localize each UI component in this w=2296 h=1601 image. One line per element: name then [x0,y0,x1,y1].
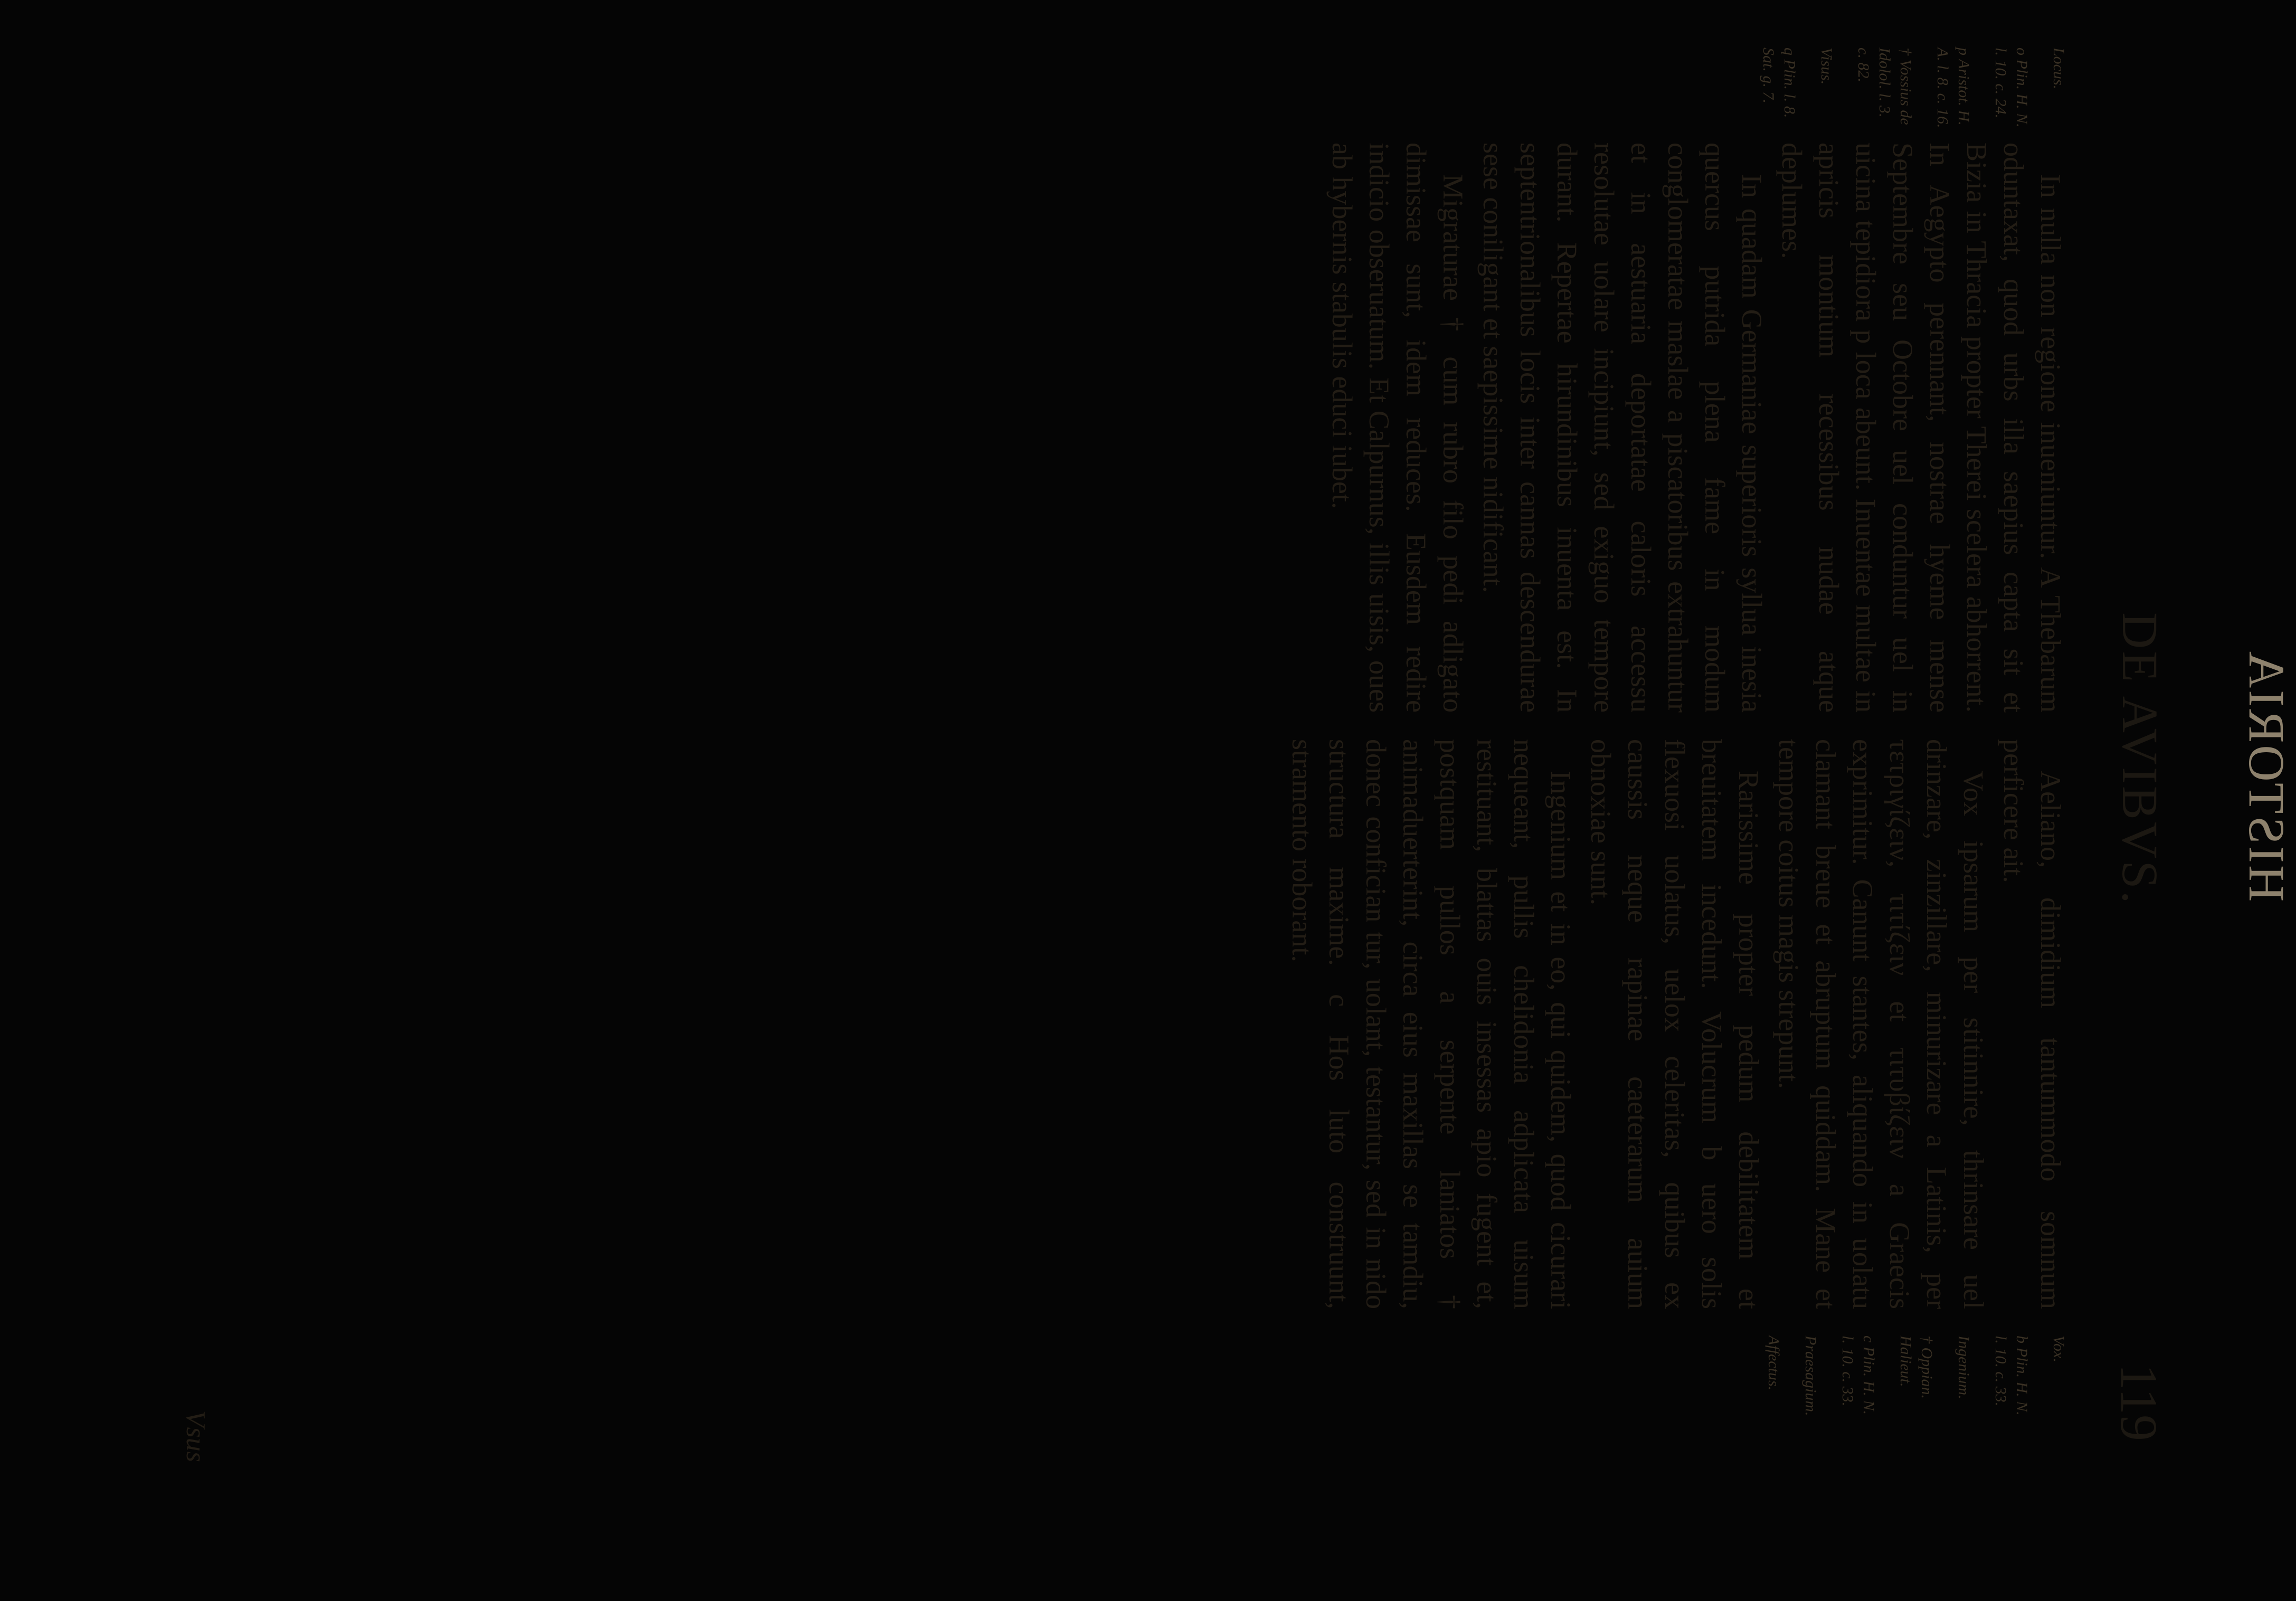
margin-note: b Plin. H. N. l. 10. c. 33. [1992,1335,2031,1416]
margin-note: Praesagium. [1802,1335,1819,1416]
margin-note: † Oppian. Halieut. [1897,1335,1936,1399]
margin-note: Affectus. [1765,1335,1782,1391]
margin-note: q Plin. l. 8. Sat. g. 7. [1760,48,1798,118]
margin-note: † Vossius de Idolol. l. 3. c. 82. [1855,48,1914,125]
page-title: DE AVIBVS. [2112,612,2168,906]
running-head [2106,58,2169,1483]
paragraph: In quadam Germaniae superioris syllua inesia quercus putrida plena fame in modum conglomeratae maslae a piscatoribus extrahuntur et in aestuaria deportatae caloris accessu resolutae uolare incipiunt, sed exiguo tempore durant. Repertae hirundinibus inuenta est. In septentrionalibus locis inter cannas descendurae sese coniligant et saepissime nidificant. [1477,143,1768,713]
text-column-second [1280,739,2069,1309]
catchword: Vsus [181,1410,211,1462]
paragraph: Vox ipsarum per stitinnire, thrinsare uel drinzare, zinzillare, minurizare a Latinis, per τετριγίζειν, τιτίζειν et τιτυβίζειν a Graecis exprimitur. Canunt stantes, aliquando in uolatu clamant breue et abruptum quiddam. Mane et tempore coitus magis strepunt. [1773,739,1989,1309]
paragraph: Migraturae † cum rubro filo pedi adligato dimissae sunt, idem reduces. Eusdem redire indicio obseruatum. Et Calpurnus, illis uisis, oues ab hybernis stabulis educi iubet. [1326,143,1469,713]
rotated-page [69,48,2295,1483]
bleed-through-heading: HISTORIA [2238,649,2295,902]
margin-note: Ingenium. [1955,1335,1972,1399]
paragraph: Ingenium et in eo, qui quidem, quod cicurari nequeant, pullis chelidonia adplicata uisum restituant, blattas ouis insessas apio fugent et, postquam pullos a serpente laniatos † animaduerterint, circa eius maxillas se tamdiu, donec confician tur, uolant, testantur, sed in nido structura maxime. c Hos luto construunt, stramento roborant. [1286,739,1577,1309]
page-number: 119 [2110,1363,2168,1441]
margin-note: o Plin. H. N. l. 10. c. 24. [1992,48,2031,128]
margin-note: c Plin. H. N. l. 10. c. 33. [1839,1335,1877,1415]
margin-note: Vox. [2050,1335,2067,1362]
margin-notes-left [1742,48,2069,132]
margin-note: p Aristot. H. A. l. 8. c. 16. [1934,48,1972,128]
paragraph: Rarissime propter pedum debilitatem et breuitatem incedunt. Volucrum b uero solis flexuosi uolatus, uelox celeritas, quibus ex caussis neque rapinae caeterarum auium obnoxiae sunt. [1585,739,1764,1309]
paragraph: Aeliano, dimidium tantummodo somnum perficere ait. [1998,739,2066,1309]
margin-notes-right [1747,1335,2069,1420]
paragraph: In nulla non regione inueniuntur. A Thebarum oduntaxat, quod urbs illa saepius capta sit et Bizia in Thracia propter Therei scelera abhorrent. In Aegypto perennant, nostrae hyeme mense Septembre seu Octobre uel conduntur uel in uicina tepidiora p loca abeunt. Inuentae multae in apricis montium recessibus nudae atque deplumes. [1776,143,2066,713]
margin-note: Locus. [2050,48,2067,90]
margin-note: Visus. [1818,48,1835,85]
text-column-first [1321,143,2069,713]
